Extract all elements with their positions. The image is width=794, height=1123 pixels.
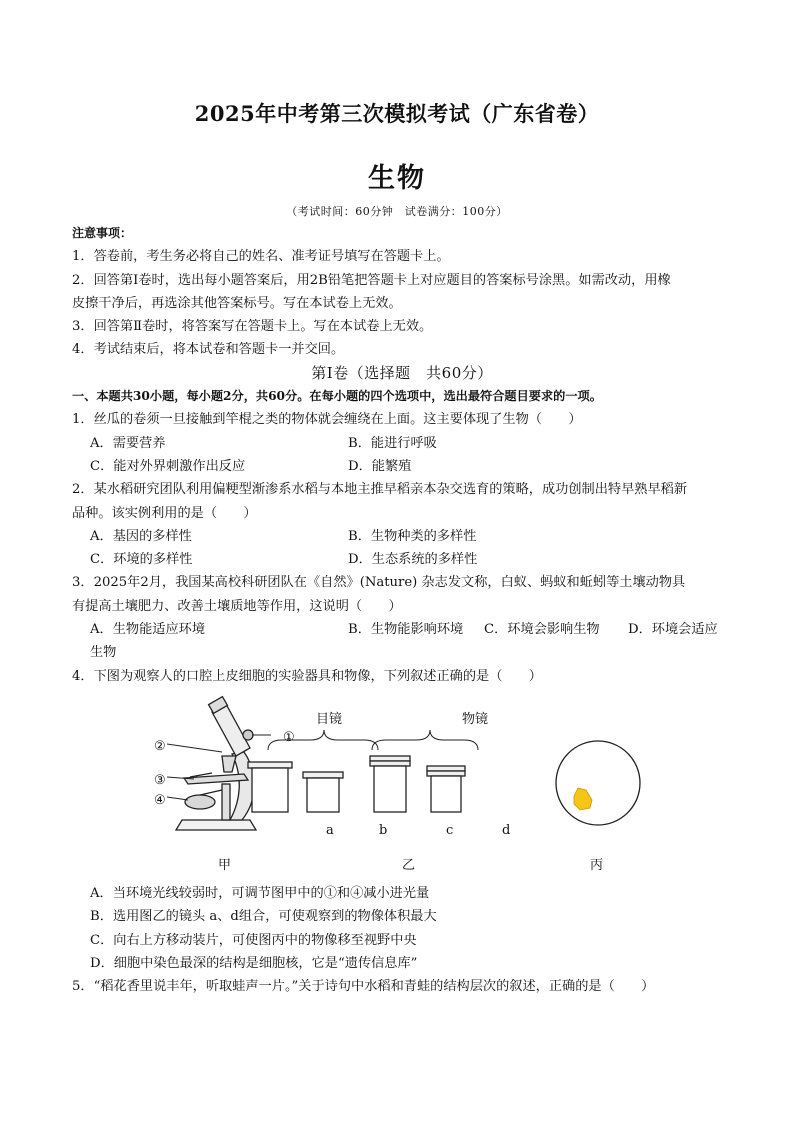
exam-content <box>72 222 732 998</box>
caption-bing: 丙 <box>590 857 604 873</box>
q1-option-b[interactable]: B．能进行呼吸 <box>348 435 437 451</box>
caption-yi: 乙 <box>402 857 416 873</box>
lens-d-label: d <box>502 822 511 838</box>
question-1-options-row1 <box>72 432 732 455</box>
exam-info: （考试时间：60分钟 试卷满分：100分） <box>286 205 508 218</box>
lens-c-label: c <box>446 822 454 838</box>
q2-option-c[interactable]: C．环境的多样性 <box>90 552 193 568</box>
question-4-option-c-row <box>72 929 732 952</box>
question-1-stem: 1．丝瓜的卷须一旦接触到竿棍之类的物体就会缠绕在上面。这主要体现了生物（ ） <box>72 412 582 428</box>
question-2-stem: 2．某水稻研究团队利用偏粳型渐渗系水稻与本地主推早稻亲本杂交选育的策略，成功创制出特早熟早稻新 <box>72 482 688 498</box>
question-4-option-d-row <box>72 952 732 975</box>
section-heading: 第Ⅰ卷（选择题 共60分） <box>311 363 493 382</box>
q4-option-d[interactable]: D．细胞中染色最深的结构是细胞核，它是“遗传信息库” <box>90 955 418 971</box>
q1-option-c[interactable]: C．能对外界刺激作出反应 <box>90 458 246 474</box>
label-4: ④ <box>154 792 166 808</box>
question-2-options-row2 <box>72 548 732 571</box>
q4-option-a[interactable]: A．当环境光线较弱时，可调节图甲中的①和④减小进光量 <box>90 885 430 901</box>
question-1-options-row2 <box>72 455 732 478</box>
q2-option-a[interactable]: A．基因的多样性 <box>90 528 192 544</box>
question-3-options-row <box>72 618 732 641</box>
q4-option-b[interactable]: B．选用图乙的镜头 a、d组合，可使观察到的物像体积最大 <box>90 909 437 925</box>
label-2: ② <box>154 738 166 754</box>
q1-option-d[interactable]: D．能繁殖 <box>348 458 412 474</box>
figure-drawing <box>72 694 732 878</box>
question-3-stem-cont: 有提高土壤肥力、改善土壤质地等作用，这说明（ ） <box>72 598 402 614</box>
microscope-icon <box>176 697 256 830</box>
question-2-options-row1 <box>72 525 732 548</box>
question-3-stem: 3．2025年2月，我国某高校科研团队在《自然》(Nature) 杂志发文称，白蚁、蚂蚁和蚯蚓等土壤动物具 <box>72 575 686 591</box>
subject-title: 生物 <box>368 163 426 194</box>
question-2-stem-cont: 品种。该实例利用的是（ ） <box>72 505 257 521</box>
notice-item: 1．答卷前，考生务必将自己的姓名、准考证号填写在答题卡上。 <box>72 249 450 265</box>
q3-option-d[interactable]: D．环境会适应 <box>628 622 718 638</box>
eyepiece-label: 目镜 <box>316 711 343 727</box>
question-4-figure <box>72 694 732 878</box>
notice-item: 皮擦干净后，再选涂其他答案标号。写在本试卷上无效。 <box>72 295 402 311</box>
q3-option-a[interactable]: A．生物能适应环境 <box>90 622 206 638</box>
notice-heading: 注意事项： <box>72 226 133 240</box>
label-3: ③ <box>154 772 166 788</box>
q3-option-c[interactable]: C．环境会影响生物 <box>484 622 600 638</box>
exam-title: 2025年中考第三次模拟考试（广东省卷） <box>194 101 600 126</box>
caption-jia: 甲 <box>218 857 232 873</box>
question-4-option-b-row <box>72 905 732 928</box>
lens-a-label: a <box>326 822 334 838</box>
q2-option-b[interactable]: B．生物种类的多样性 <box>348 528 477 544</box>
notice-item: 4．考试结束后，将本试卷和答题卡一并交回。 <box>72 342 345 358</box>
q2-option-d[interactable]: D．生态系统的多样性 <box>348 552 478 568</box>
question-5-stem: 5．“稻花香里说丰年，听取蛙声一片。”关于诗句中水稻和青蛙的结构层次的叙述，正确的是（ ） <box>72 979 655 995</box>
notice-item: 2．回答第Ⅰ卷时，选出每小题答案后，用2B铅笔把答题卡上对应题目的答案标号涂黑。如需改动，用橡 <box>72 272 671 288</box>
question-4-option-a-row <box>72 882 732 905</box>
notice-item: 3．回答第Ⅱ卷时，将答案写在答题卡上。写在本试卷上无效。 <box>72 319 433 335</box>
label-1: ① <box>283 729 295 745</box>
objective-label: 物镜 <box>462 711 489 727</box>
question-4-stem: 4．下图为观察人的口腔上皮细胞的实验器具和物像，下列叙述正确的是（ ） <box>72 668 542 684</box>
q3-option-b[interactable]: B．生物能影响环境 <box>348 622 464 638</box>
eyepiece-lenses <box>248 730 378 812</box>
section-intro: 一、本题共30小题，每小题2分，共60分。在每小题的四个选项中，选出最符合题目要求的一项。 <box>72 389 602 404</box>
lens-b-label: b <box>379 822 388 838</box>
question-3-options-row-cont <box>72 641 732 664</box>
field-of-view <box>556 741 640 825</box>
q1-option-a[interactable]: A．需要营养 <box>90 435 166 451</box>
objective-lenses <box>370 730 478 812</box>
q4-option-c[interactable]: C．向右上方移动装片，可使图丙中的物像移至视野中央 <box>90 932 417 948</box>
q3-option-d-cont: 生物 <box>90 645 117 661</box>
